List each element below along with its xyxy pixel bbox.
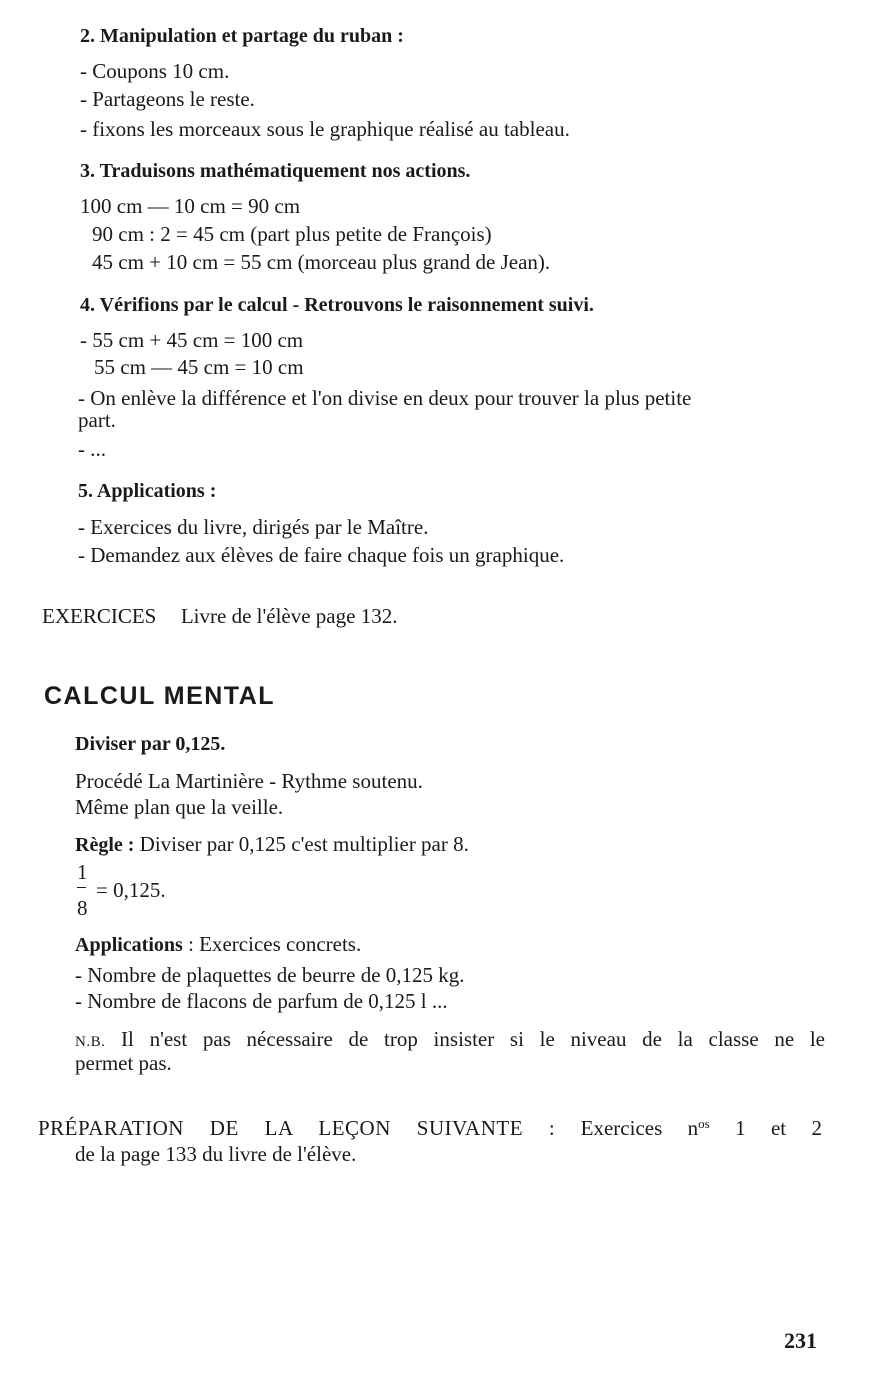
nb-line-2: permet pas. bbox=[75, 1051, 172, 1075]
nb-text: Il n'est pas nécessaire de trop insister si le niveau de la classe ne le bbox=[121, 1027, 825, 1051]
calcul-line: Procédé La Martinière - Rythme soutenu. bbox=[75, 769, 423, 793]
nb-line-1 bbox=[75, 1027, 825, 1052]
applications-item: - Nombre de plaquettes de beurre de 0,125 kg. bbox=[75, 963, 465, 987]
section-2-line: - Coupons 10 cm. bbox=[80, 59, 230, 83]
section-4-line: - On enlève la différence et l'on divise en deux pour trouver la plus petite bbox=[78, 386, 692, 410]
section-2-line: - fixons les morceaux sous le graphique réalisé au tableau. bbox=[80, 117, 570, 141]
fraction-bar bbox=[77, 887, 86, 888]
exercices-text: Livre de l'élève page 132. bbox=[180, 604, 398, 628]
preparation-text-post: 1 et 2 bbox=[709, 1116, 823, 1140]
exercices-line bbox=[42, 604, 397, 629]
section-5-heading: 5. Applications : bbox=[78, 480, 217, 502]
section-4-heading: 4. Vérifions par le calcul - Retrouvons le raisonnement suivi. bbox=[80, 294, 594, 316]
fraction-denominator: 8 bbox=[77, 896, 88, 920]
nb-label: N.B. bbox=[75, 1034, 106, 1050]
applications-line bbox=[75, 932, 361, 957]
section-4-line: 55 cm — 45 cm = 10 cm bbox=[94, 355, 304, 379]
preparation-label: PRÉPARATION DE LA LEÇON SUIVANTE : bbox=[38, 1116, 556, 1140]
section-2-line: - Partageons le reste. bbox=[80, 87, 255, 111]
section-4-line: part. bbox=[78, 408, 116, 432]
calcul-line: Même plan que la veille. bbox=[75, 795, 284, 819]
preparation-line bbox=[38, 1116, 822, 1141]
preparation-text-sup: os bbox=[698, 1116, 710, 1131]
regle-line bbox=[75, 832, 469, 857]
section-3-line: 45 cm + 10 cm = 55 cm (morceau plus grand de Jean). bbox=[92, 250, 551, 274]
regle-label: Règle : bbox=[75, 834, 135, 856]
applications-label: Applications bbox=[75, 934, 183, 956]
page-number: 231 bbox=[784, 1328, 817, 1353]
section-5-line: - Exercices du livre, dirigés par le Maître. bbox=[78, 515, 429, 539]
section-3-line: 100 cm — 10 cm = 90 cm bbox=[80, 194, 301, 218]
applications-text: : Exercices concrets. bbox=[188, 932, 362, 956]
section-3-line: 90 cm : 2 = 45 cm (part plus petite de François) bbox=[92, 222, 492, 246]
preparation-line-2: de la page 133 du livre de l'élève. bbox=[75, 1142, 357, 1166]
section-5-line: - Demandez aux élèves de faire chaque fois un graphique. bbox=[78, 543, 565, 567]
section-4-line: - ... bbox=[78, 437, 106, 461]
calcul-subtitle: Diviser par 0,125. bbox=[75, 733, 226, 755]
calcul-mental-title: CALCUL MENTAL bbox=[44, 682, 276, 710]
applications-item: - Nombre de flacons de parfum de 0,125 l ... bbox=[75, 989, 448, 1013]
regle-text: Diviser par 0,125 c'est multiplier par 8. bbox=[139, 832, 469, 856]
fraction-equals: = 0,125. bbox=[96, 878, 166, 902]
preparation-text-pre: Exercices n bbox=[580, 1116, 699, 1140]
section-3-heading: 3. Traduisons mathématiquement nos actions. bbox=[80, 160, 471, 182]
exercices-label: EXERCICES bbox=[42, 604, 157, 628]
section-4-line: - 55 cm + 45 cm = 100 cm bbox=[80, 328, 304, 352]
fraction-numerator: 1 bbox=[77, 860, 88, 884]
section-2-heading: 2. Manipulation et partage du ruban : bbox=[80, 25, 404, 47]
